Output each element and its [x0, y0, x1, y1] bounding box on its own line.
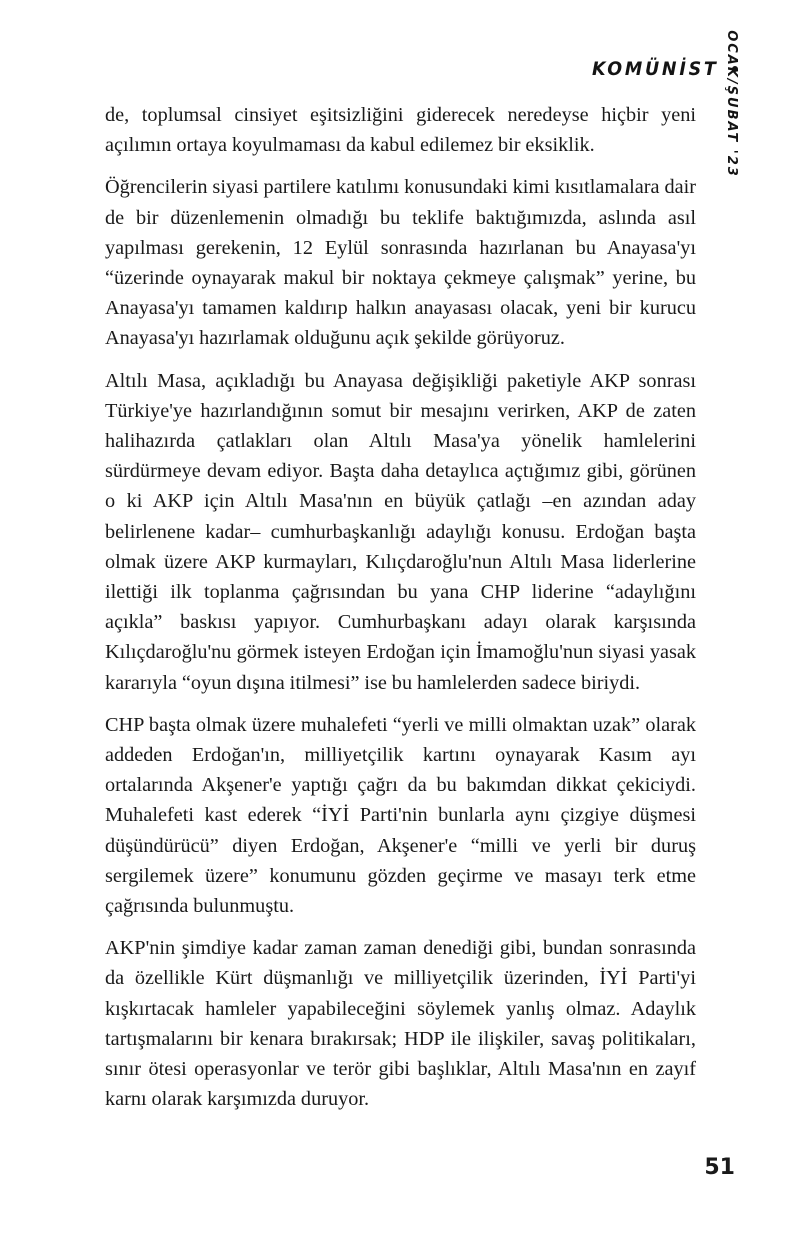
paragraph: Öğrencilerin siyasi partilere katılımı konusundaki kimi kısıtlamalara dair de bir düzenlemenin olmadığı bu teklife baktığımızda, aslında asıl yapılması gerekenin, 12 Eylül sonrasında hazırlanan bu Anayasa'yı “üzerinde oynayarak makul bir noktaya çekmeye çalışmak” yerine, bu Anayasa'yı tamamen kaldırıp halkın anayasası olacak, yeni bir kurucu Anayasa'yı hazırlamak olduğunu açık şekilde görüyoruz.: [105, 176, 696, 350]
paragraph: AKP'nin şimdiye kadar zaman zaman denediği gibi, bundan sonrasında da özellikle Kürt düşmanlığı ve milliyetçilik üzerinden, İYİ Parti'yi kışkırtacak hamleler yapabileceğini söylemek yanlış olmaz. Adaylık tartışmalarını bir kenara bırakırsak; HDP ile ilişkiler, savaş politikaları, sınır ötesi operasyonlar ve terör gibi başlıklar, Altılı Masa'nın en zayıf karnı olarak karşımızda duruyor.: [105, 937, 696, 1111]
issue-date-label: OCAK/ŞUBAT '23: [724, 30, 739, 178]
running-head: [581, 57, 738, 81]
issue-date: [724, 30, 750, 266]
body-text-column: [105, 100, 696, 1115]
page-number: 51: [704, 1155, 735, 1180]
paragraph: Altılı Masa, açıkladığı bu Anayasa değişikliği paketiyle AKP sonrası Türkiye'ye hazırlandığının somut bir mesajını verirken, AKP de zaten halihazırda çatlakları olan Altılı Masa'ya yönelik hamlelerini sürdürmeye devam ediyor. Başta daha detaylıca açtığımız gibi, görünen o ki AKP için Altılı Masa'nın en büyük çatlağı –en azından aday belirlenene kadar– cumhurbaşkanlığı adaylığı konusu. Erdoğan başta olmak üzere AKP kurmayları, Kılıçdaroğlu'nun Altılı Masa liderlerine ilettiği ilk toplanma çağrısından bu yana CHP liderine “adaylığını açıkla” baskısı yapıyor. Cumhurbaşkanı adayı olarak karşısında Kılıçdaroğlu'nu görmek isteyen Erdoğan için İmamoğlu'nun siyasi yasak kararıyla “oyun dışına itilmesi” ise bu hamlelerden sadece biriydi.: [105, 369, 696, 694]
publication-title: KOMÜNİST: [592, 58, 719, 80]
paragraph: de, toplumsal cinsiyet eşitsizliğini giderecek neredeyse hiçbir yeni açılımın ortaya koyulmaması da kabul edilemez bir eksiklik.: [105, 104, 696, 157]
paragraph: CHP başta olmak üzere muhalefeti “yerli ve milli olmaktan uzak” olarak addeden Erdoğan'ın, milliyetçilik kartını oynayarak Kasım ayı ortalarında Akşener'e yaptığı çağrı da bu bakımdan dikkat çekiciydi. Muhalefeti kast ederek “İYİ Parti'nin bunlarla aynı çizgiye düşmesi düşündürücü” diyen Erdoğan, Akşener'e “milli ve yerli bir duruş sergilemek üzere” konumunu gözden geçirme ve masayı terk etme çağrısında bulunmuştu.: [105, 713, 696, 918]
